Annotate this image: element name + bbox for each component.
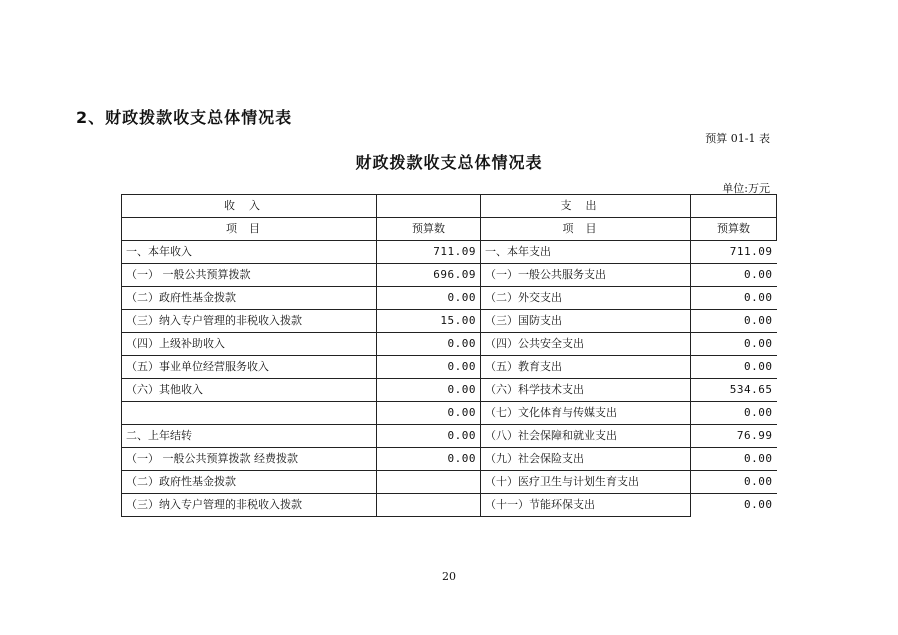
income-value: 0.00 [377,356,481,379]
table-row [122,333,777,356]
expenditure-item: （四）公共安全支出 [481,333,691,356]
income-value: 0.00 [377,333,481,356]
expenditure-value: 0.00 [691,471,777,494]
expenditure-item: （八）社会保障和就业支出 [481,425,691,448]
table-header-row [122,195,777,218]
expenditure-header-blank [691,195,777,218]
expenditure-item: （六）科学技术支出 [481,379,691,402]
income-budget-header: 预算数 [377,218,481,241]
expenditure-item-header: 项目 [481,218,691,241]
expenditure-value: 0.00 [691,333,777,356]
income-header: 收入 [122,195,377,218]
income-item: （二）政府性基金拨款 [122,471,377,494]
unit-label: 单位:万元 [722,182,770,195]
table-row [122,287,777,310]
expenditure-item: （七）文化体育与传媒支出 [481,402,691,425]
income-value: 696.09 [377,264,481,287]
expenditure-value: 0.00 [691,264,777,287]
expenditure-item: （一）一般公共服务支出 [481,264,691,287]
expenditure-value: 0.00 [691,402,777,425]
table-row [122,494,777,517]
table-code: 预算 01-1 表 [705,132,770,145]
expenditure-value: 0.00 [691,448,777,471]
income-item: （六）其他收入 [122,379,377,402]
income-value [377,494,481,517]
expenditure-budget-header: 预算数 [691,218,777,241]
expenditure-item: （十）医疗卫生与计划生育支出 [481,471,691,494]
income-item: （一） 一般公共预算拨款 经费拨款 [122,448,377,471]
income-item: 一、本年收入 [122,241,377,264]
income-value: 15.00 [377,310,481,333]
section-heading: 2、财政拨款收支总体情况表 [76,108,293,127]
table-row [122,425,777,448]
income-value: 0.00 [377,448,481,471]
income-item-header: 项目 [122,218,377,241]
expenditure-value: 76.99 [691,425,777,448]
expenditure-value: 0.00 [691,287,777,310]
income-item: （三）纳入专户管理的非税收入拨款 [122,494,377,517]
expenditure-item: （九）社会保险支出 [481,448,691,471]
income-value: 0.00 [377,402,481,425]
income-item: （三）纳入专户管理的非税收入拨款 [122,310,377,333]
expenditure-item: （三）国防支出 [481,310,691,333]
expenditure-item: （五）教育支出 [481,356,691,379]
income-header-blank [377,195,481,218]
income-value [377,471,481,494]
expenditure-value: 0.00 [691,310,777,333]
income-value: 0.00 [377,379,481,402]
income-item: 二、上年结转 [122,425,377,448]
table-row [122,310,777,333]
income-item: （一） 一般公共预算拨款 [122,264,377,287]
expenditure-value: 534.65 [691,379,777,402]
expenditure-item: （二）外交支出 [481,287,691,310]
table-row [122,356,777,379]
income-value: 711.09 [377,241,481,264]
expenditure-value: 0.00 [691,494,777,517]
table-row [122,402,777,425]
table-row [122,471,777,494]
income-item [122,402,377,425]
income-value: 0.00 [377,425,481,448]
income-item: （五）事业单位经营服务收入 [122,356,377,379]
expenditure-value: 711.09 [691,241,777,264]
income-item: （四）上级补助收入 [122,333,377,356]
budget-table [121,194,777,517]
expenditure-header: 支出 [481,195,691,218]
table-row [122,448,777,471]
table-subheader-row [122,218,777,241]
expenditure-item: （十一）节能环保支出 [481,494,691,517]
expenditure-value: 0.00 [691,356,777,379]
table-row [122,264,777,287]
income-item: （二）政府性基金拨款 [122,287,377,310]
table-row [122,241,777,264]
table-row [122,379,777,402]
page-number: 20 [442,570,456,583]
expenditure-item: 一、本年支出 [481,241,691,264]
income-value: 0.00 [377,287,481,310]
table-title: 财政拨款收支总体情况表 [355,153,543,172]
